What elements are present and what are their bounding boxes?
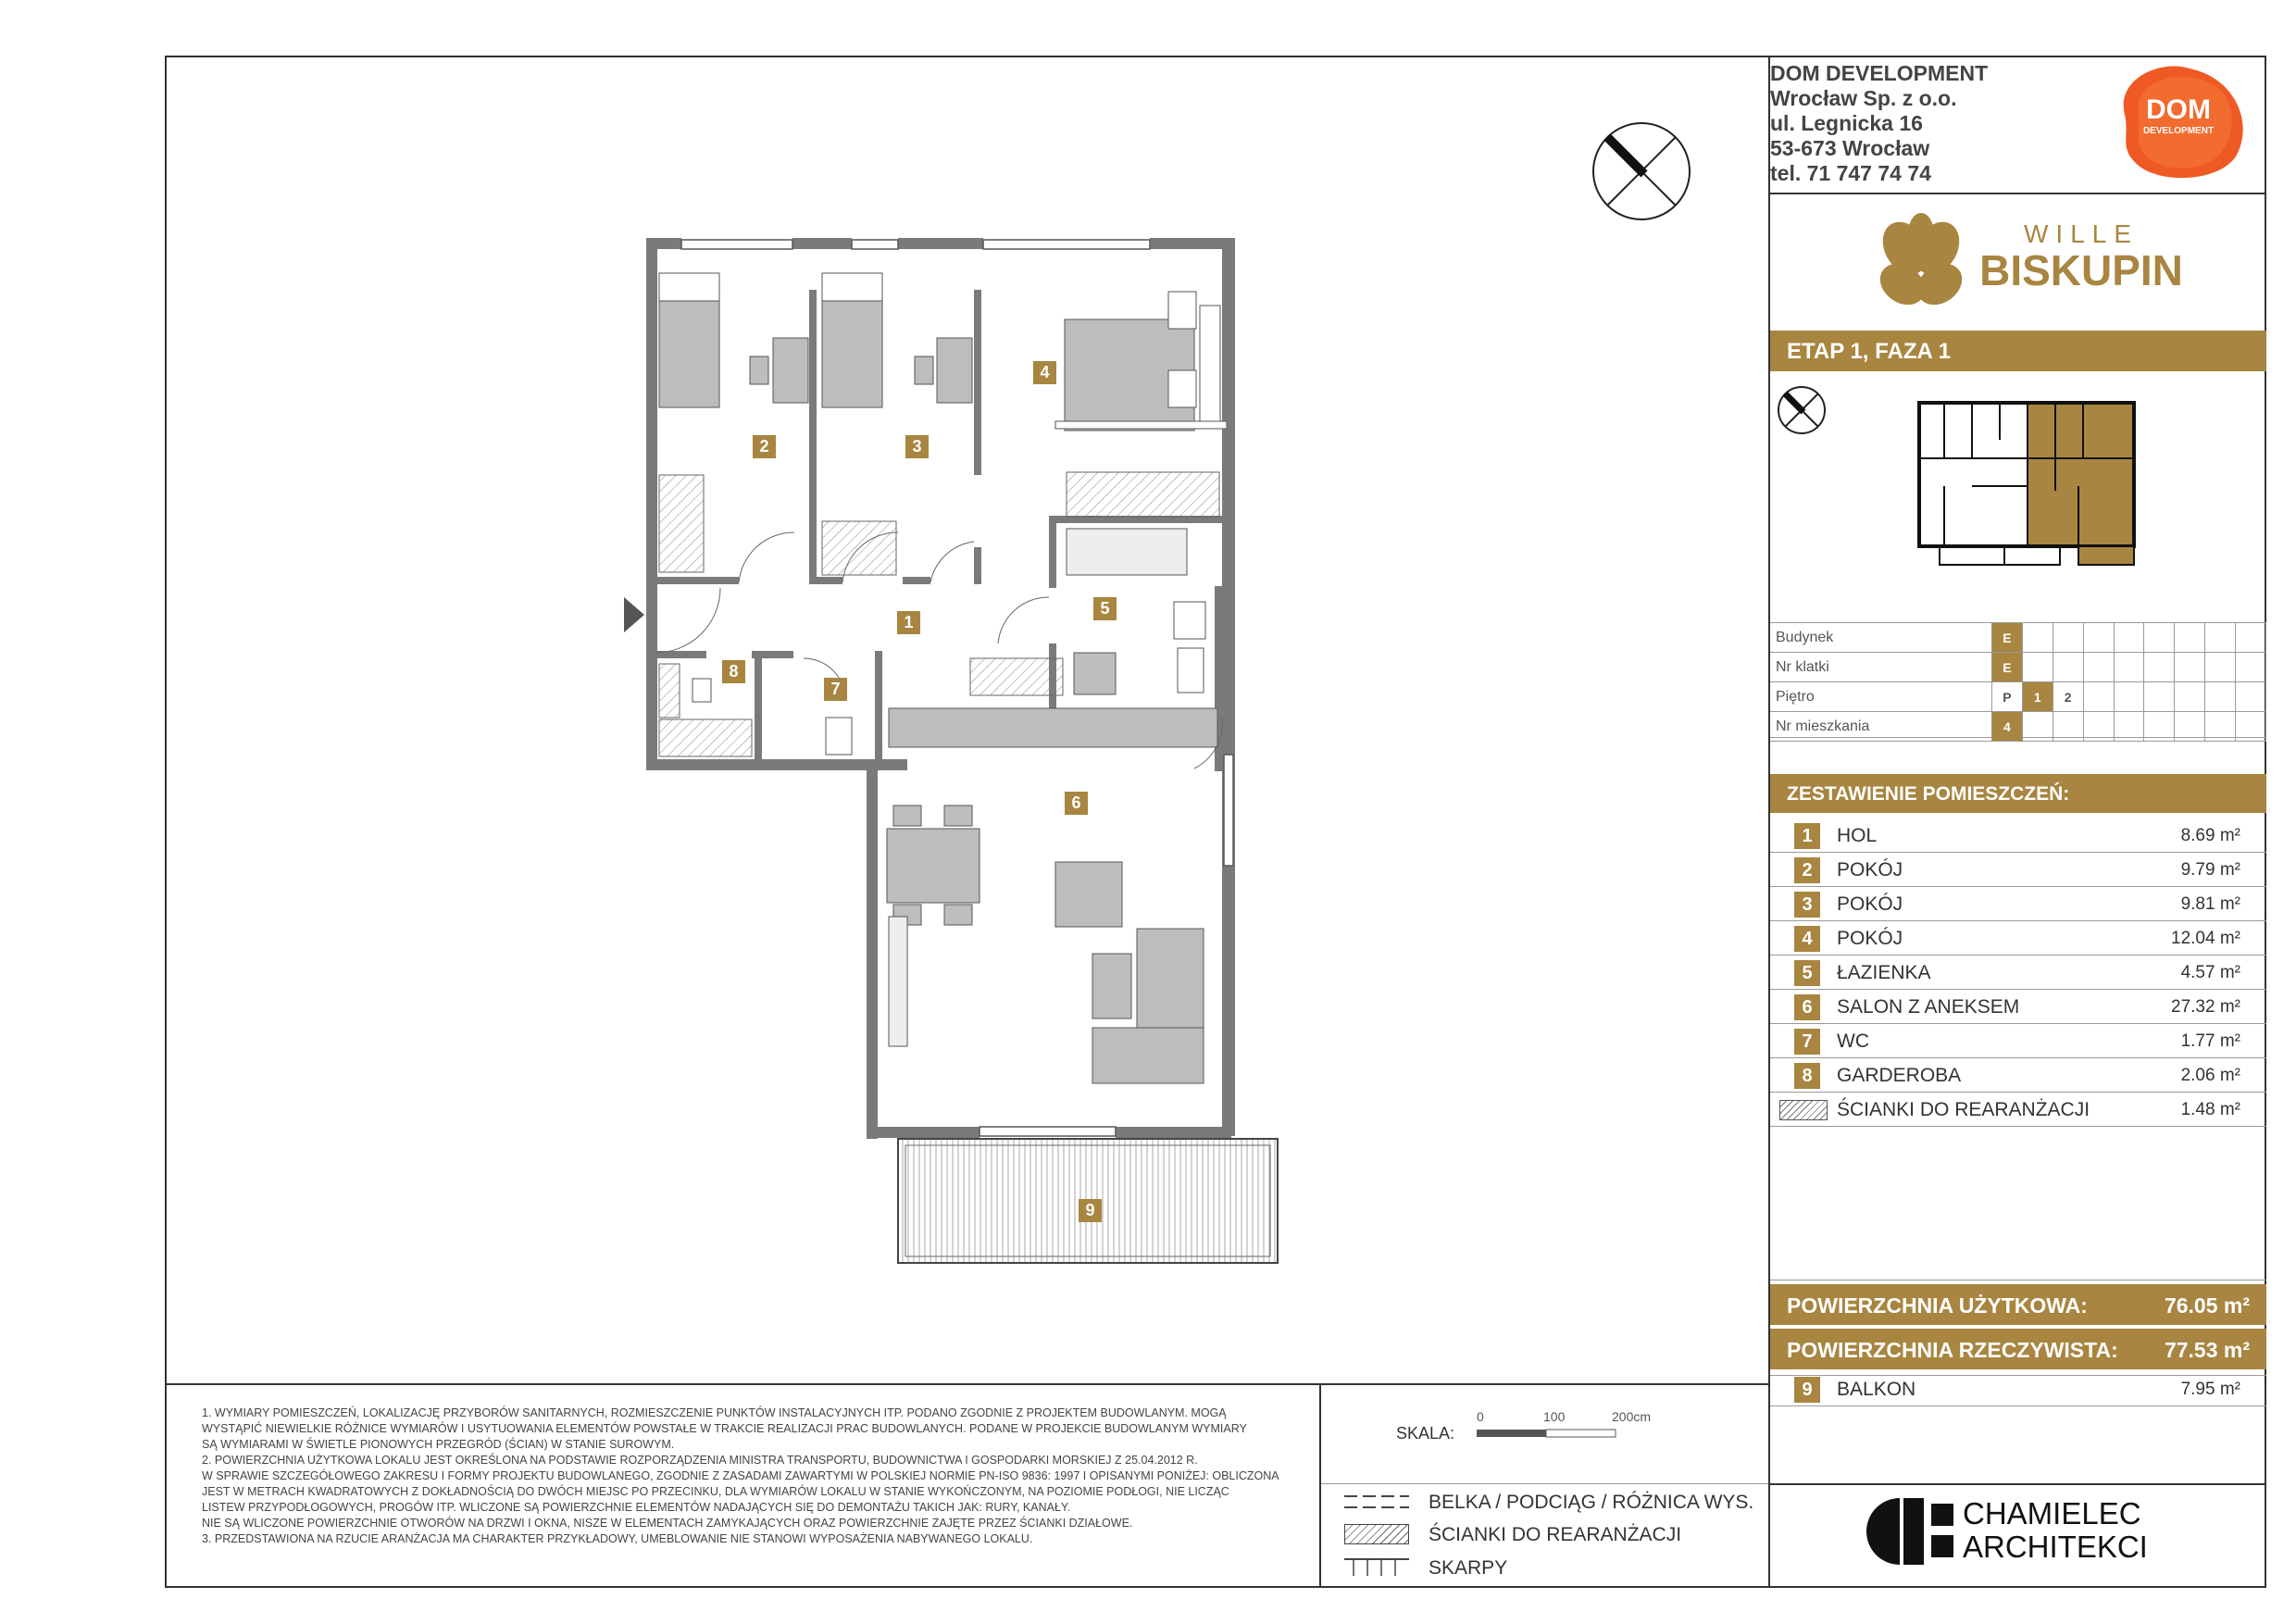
plan-label-8: 8	[722, 660, 745, 683]
room-row: 7 WC 1.77 m²	[1770, 1024, 2266, 1058]
svg-text:200cm: 200cm	[1612, 1409, 1652, 1424]
plan-label-1: 1	[897, 611, 920, 634]
panel-line	[1770, 1483, 2266, 1485]
scale-label: SKALA:	[1396, 1424, 1455, 1443]
svg-text:DEVELOPMENT: DEVELOPMENT	[2142, 126, 2215, 136]
note-line: LISTEW PRZYPODŁOGOWYCH, PROGÓW ITP. WLICZONE SĄ POWIERZCHNIE ELEMENTÓW NADAJĄCYCH SIĘ DO DEMONTAŻU TAKICH JAK: RURY, KANAŁY.	[202, 1501, 1071, 1514]
partitions-row: ŚCIANKI DO REARANŻACJI 1.48 m²	[1770, 1093, 2266, 1127]
svg-text:0: 0	[1477, 1409, 1484, 1424]
room-row: 3 POKÓJ 9.81 m²	[1770, 887, 2266, 921]
plan-label-5: 5	[1093, 597, 1117, 620]
panel-line	[1770, 193, 2266, 194]
note-line: 3. PRZEDSTAWIONA NA RZUCIE ARANŻACJA MA CHARAKTER PRZYKŁADOWY, UMEBLOWANIE NIE STANOWI WYPOSAŻENIA NABYWANEGO LOKALU.	[202, 1532, 1033, 1545]
floor-plan	[611, 236, 1296, 1268]
legend-partitions: ŚCIANKI DO REARANŻACJI	[1429, 1524, 1682, 1545]
compass-icon	[1591, 120, 1692, 222]
legend-beam: BELKA / PODCIĄG / RÓŻNICA WYS.	[1429, 1492, 1754, 1513]
room-row: 8 GARDEROBA 2.06 m²	[1770, 1058, 2266, 1093]
total-real-label: POWIERZCHNIA RZECZYWISTA:	[1787, 1338, 2118, 1362]
company-city: 53-673 Wrocław	[1770, 136, 1930, 160]
partition-legend-icon	[1344, 1524, 1409, 1544]
stage-bar	[1770, 331, 2266, 371]
total-usable-value: 76.05 m²	[2164, 1293, 2250, 1318]
plan-label-3: 3	[905, 435, 929, 458]
plan-label-2: 2	[753, 435, 776, 458]
room-row: 1 HOL 8.69 m²	[1770, 818, 2266, 853]
rooms-header: ZESTAWIENIE POMIESZCZEŃ:	[1770, 774, 2266, 813]
plan-label-4: 4	[1033, 361, 1056, 384]
beam-legend-icon	[1344, 1493, 1409, 1511]
rooms-list	[1770, 818, 2266, 1127]
notes-divider-v	[1319, 1383, 1321, 1588]
company-phone: tel. 71 747 74 74	[1770, 161, 1931, 185]
total-usable-bar	[1770, 1284, 2266, 1325]
note-line: NIE SĄ WLICZONE POWIERZCHNIE OTWORÓW NA DRZWI I OKNA, NISZE W ELEMENTACH ZAMYKAJĄCYCH ORAZ POWIERZCHNIE ZAJĘTE PRZEZ ŚCIANKI DZIAŁOWE.	[202, 1517, 1133, 1530]
svg-text:100: 100	[1543, 1409, 1566, 1424]
legend-slopes: SKARPY	[1429, 1557, 1508, 1579]
compass-small-icon	[1776, 384, 1828, 436]
note-line: WYSTĄPIĆ NIEWIELKIE RÓŻNICE WYMIARÓW I USYTUOWANIA ELEMENTÓW POWSTAŁE W TRAKCIE REALIZACJI PRAC BUDOWLANYCH. PODANE W PROJEKCIE BUDOWLANYM WYMIARY	[202, 1422, 1247, 1435]
svg-text:ARCHITEKCI: ARCHITEKCI	[1963, 1530, 2148, 1564]
stage-label: ETAP 1, FAZA 1	[1787, 339, 1951, 364]
company-line: Wrocław Sp. z o.o.	[1770, 86, 1957, 110]
info-row-klatka: Nr klatki E	[1770, 653, 2266, 682]
apartment-info-table	[1770, 622, 2266, 742]
notes-divider	[167, 1383, 1768, 1385]
info-row-pietro: Piętro P 1 2	[1770, 682, 2266, 712]
plan-label-7: 7	[824, 678, 847, 701]
room-row: 6 SALON Z ANEKSEM 27.32 m²	[1770, 990, 2266, 1024]
plan-label-6: 6	[1065, 792, 1088, 815]
dom-development-logo	[2106, 59, 2251, 181]
wille-biskupin-logo	[1852, 196, 2194, 326]
hatch-swatch	[1779, 1100, 1828, 1120]
balcony-row: 9 BALKON 7.95 m²	[1770, 1372, 2266, 1406]
info-row-mieszkanie: Nr mieszkania 4	[1770, 712, 2266, 742]
slope-legend-icon	[1344, 1555, 1409, 1578]
total-real-value: 77.53 m²	[2164, 1338, 2250, 1362]
key-plan	[1916, 398, 2176, 574]
info-row-budynek: Budynek E	[1770, 623, 2266, 653]
plan-label-9: 9	[1079, 1199, 1102, 1222]
company-name: DOM DEVELOPMENT	[1770, 61, 1989, 85]
note-line: W SPRAWIE SZCZEGÓŁOWEGO ZAKRESU I FORMY PROJEKTU BUDOWLANEGO, ZGODNIE Z ZASADAMI ZAWARTYMI W POLSKIEJ NORMIE PN-ISO 9836: 1997 I OPISANYMI PONIŻEJ: OBLICZONA	[202, 1469, 1279, 1482]
company-address	[1770, 61, 1988, 186]
notes-block	[202, 1405, 1285, 1547]
svg-text:DOM: DOM	[2146, 94, 2211, 125]
note-line: 1. WYMIARY POMIESZCZEŃ, LOKALIZACJĘ PRZYBORÓW SANITARNYCH, ROZMIESZCZENIE PUNKTÓW INSTALACYJNYCH ITP. PODANO ZGODNIE Z PROJEKTEM BUDOWLANYM. MOGĄ	[202, 1406, 1227, 1419]
chamielec-logo	[1852, 1489, 2157, 1574]
room-row: 4 POKÓJ 12.04 m²	[1770, 921, 2266, 956]
notes-divider-h	[1321, 1483, 1768, 1484]
total-real-bar	[1770, 1329, 2266, 1369]
room-row: 5 ŁAZIENKA 4.57 m²	[1770, 956, 2266, 990]
note-line: JEST W METRACH KWADRATOWYCH Z DOKŁADNOŚCIĄ DO DWÓCH MIEJSC PO PRZECINKU, DLA WYMIARÓW LOKALU W STANIE WYKOŃCZONYM, NA POZIOMIE PODŁOGI, NIE LICZĄC	[202, 1485, 1229, 1498]
scale-bar	[1467, 1407, 1653, 1444]
company-street: ul. Legnicka 16	[1770, 111, 1923, 135]
svg-text:WILLE: WILLE	[2023, 219, 2140, 248]
total-usable-label: POWIERZCHNIA UŻYTKOWA:	[1787, 1293, 2088, 1318]
note-line: SĄ WYMIARAMI W ŚWIETLE PIONOWYCH PRZEGRÓD (ŚCIAN) W STANIE SUROWYM.	[202, 1438, 675, 1451]
svg-text:BISKUPIN: BISKUPIN	[1979, 246, 2183, 294]
note-line: 2. POWIERZCHNIA UŻYTKOWA LOKALU JEST OKREŚLONA NA PODSTAWIE ROZPORZĄDZENIA MINISTRA TRANSPORTU, BUDOWNICTWA I GOSPODARKI MORSKIEJ Z 25.04.2012 R.	[202, 1454, 1198, 1467]
room-row: 2 POKÓJ 9.79 m²	[1770, 853, 2266, 887]
svg-text:CHAMIELEC: CHAMIELEC	[1963, 1496, 2141, 1530]
